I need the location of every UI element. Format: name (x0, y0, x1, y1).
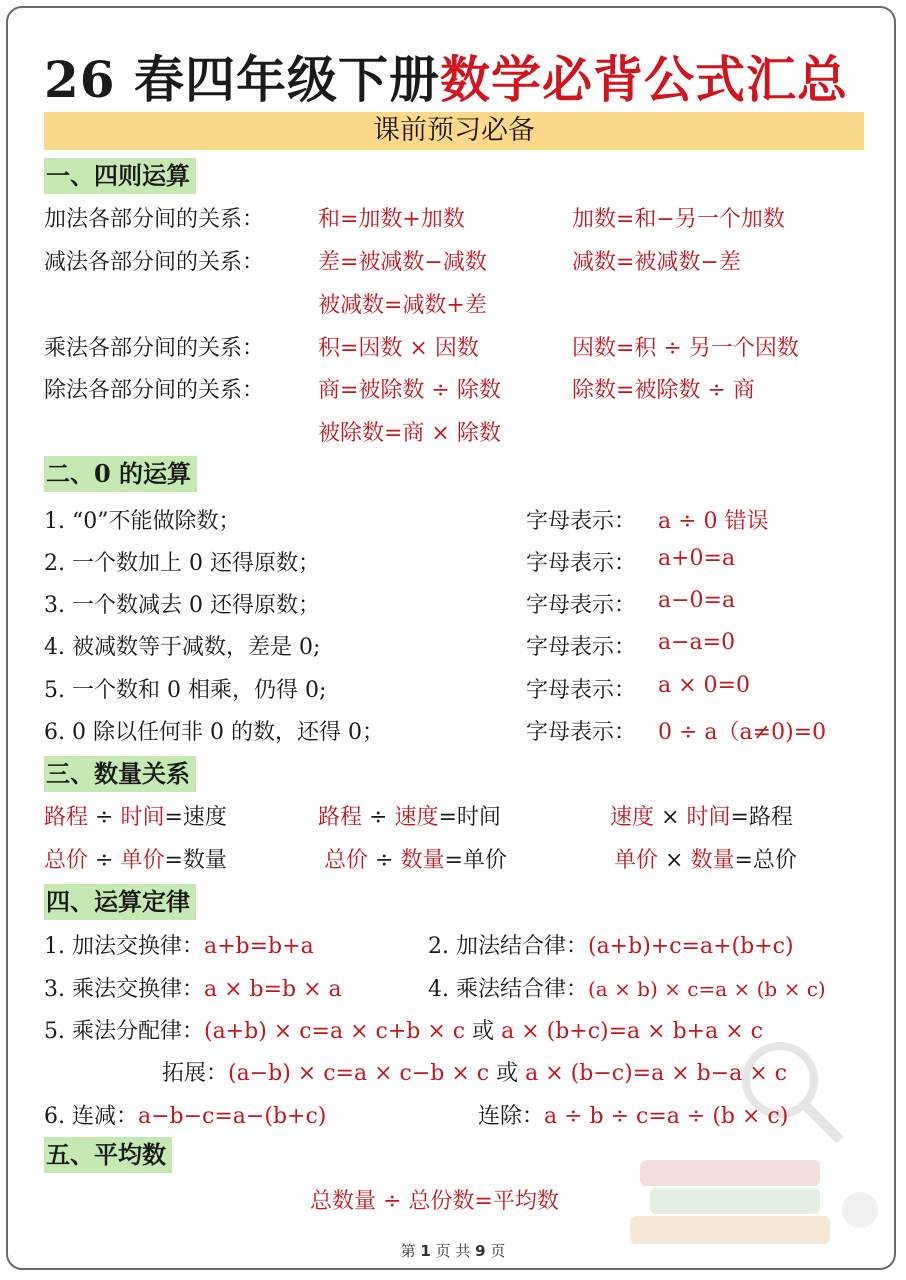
letter-label-2: 字母表示： (526, 551, 637, 576)
zero-formula-1: a ÷ 0 错误 (658, 509, 769, 534)
zero-formula-6: 0 ÷ a（a≠0)=0 (658, 720, 827, 745)
div-formula-2: 除数=被除数 ÷ 商 (572, 378, 755, 403)
zero-formula-3: a−0=a (658, 588, 736, 613)
law-6: 6. 连减：a−b−c=a−(b+c) (44, 1104, 327, 1129)
letter-label-4: 字母表示： (526, 635, 637, 660)
zero-rule-6: 6. 0 除以任何非 0 的数，还得 0； (44, 720, 384, 745)
average-formula: 总数量 ÷ 总份数=平均数 (310, 1189, 559, 1214)
letter-label-3: 字母表示： (526, 593, 637, 618)
section-quantity-relations-heading: 三、数量关系 (44, 756, 196, 792)
div-formula-3: 被除数=商 × 除数 (318, 421, 501, 446)
law-7: 连除：a ÷ b ÷ c=a ÷ (b × c) (478, 1104, 789, 1129)
page-title (44, 40, 848, 112)
section-laws-heading: 四、运算定律 (44, 884, 196, 920)
letter-label-6: 字母表示： (526, 720, 637, 745)
relation-distance: 速度 × 时间=路程 (610, 805, 793, 830)
add-formula-1: 和=加数+加数 (318, 207, 465, 232)
law-5-extension: 拓展：(a−b) × c=a × c−b × c 或 a × (b−c)=a × b−a × c (162, 1061, 787, 1086)
relation-time: 路程 ÷ 速度=时间 (318, 805, 501, 830)
letter-label-5: 字母表示： (526, 678, 637, 703)
zero-formula-2: a+0=a (658, 546, 736, 571)
mul-formula-1: 积=因数 × 因数 (318, 336, 479, 361)
zero-formula-4: a−a=0 (658, 630, 736, 655)
sub-formula-1: 差=被减数−减数 (318, 250, 487, 275)
law-3: 3. 乘法交换律：a × b=b × a (44, 977, 342, 1002)
law-5: 5. 乘法分配律：(a+b) × c=a × c+b × c 或 a × (b+c)=a × b+a × c (44, 1019, 763, 1044)
sub-formula-2: 减数=被减数−差 (572, 250, 741, 275)
div-relation-label: 除法各部分间的关系： (44, 378, 265, 403)
zero-rule-2: 2. 一个数加上 0 还得原数； (44, 551, 320, 576)
zero-formula-5: a × 0=0 (658, 673, 750, 698)
sub-formula-3: 被减数=减数+差 (318, 293, 487, 318)
sub-relation-label: 减法各部分间的关系： (44, 250, 265, 275)
title-grade: 26 春四年级下册 (44, 50, 440, 109)
law-1: 1. 加法交换律：a+b=b+a (44, 934, 314, 959)
title-subject: 数学必背公式汇总 (440, 50, 848, 109)
div-formula-1: 商=被除数 ÷ 除数 (318, 378, 501, 403)
mul-relation-label: 乘法各部分间的关系： (44, 336, 265, 361)
section-four-operations-heading: 一、四则运算 (44, 158, 196, 194)
zero-rule-1: 1. “0”不能做除数； (44, 509, 241, 534)
relation-total-price: 单价 × 数量=总价 (614, 848, 797, 873)
mul-formula-2: 因数=积 ÷ 另一个因数 (572, 336, 799, 361)
section-average-heading: 五、平均数 (44, 1137, 172, 1173)
page-number: 第 1 页 共 9 页 (400, 1242, 506, 1260)
letter-label-1: 字母表示： (526, 509, 637, 534)
relation-speed: 路程 ÷ 时间=速度 (44, 805, 227, 830)
add-relation-label: 加法各部分间的关系： (44, 207, 265, 232)
relation-quantity: 总价 ÷ 单价=数量 (44, 848, 227, 873)
law-2: 2. 加法结合律：(a+b)+c=a+(b+c) (428, 934, 794, 959)
banner: 课前预习必备 (44, 112, 864, 150)
relation-unit-price: 总价 ÷ 数量=单价 (324, 848, 507, 873)
law-4: 4. 乘法结合律：(a × b) × c=a × (b × c) (428, 977, 826, 1002)
zero-rule-5: 5. 一个数和 0 相乘，仍得 0; (44, 678, 327, 703)
zero-rule-4: 4. 被减数等于减数，差是 0; (44, 635, 321, 660)
zero-rule-3: 3. 一个数减去 0 还得原数； (44, 593, 320, 618)
add-formula-2: 加数=和−另一个加数 (572, 207, 785, 232)
section-zero-operations-heading: 二、0 的运算 (44, 456, 197, 492)
